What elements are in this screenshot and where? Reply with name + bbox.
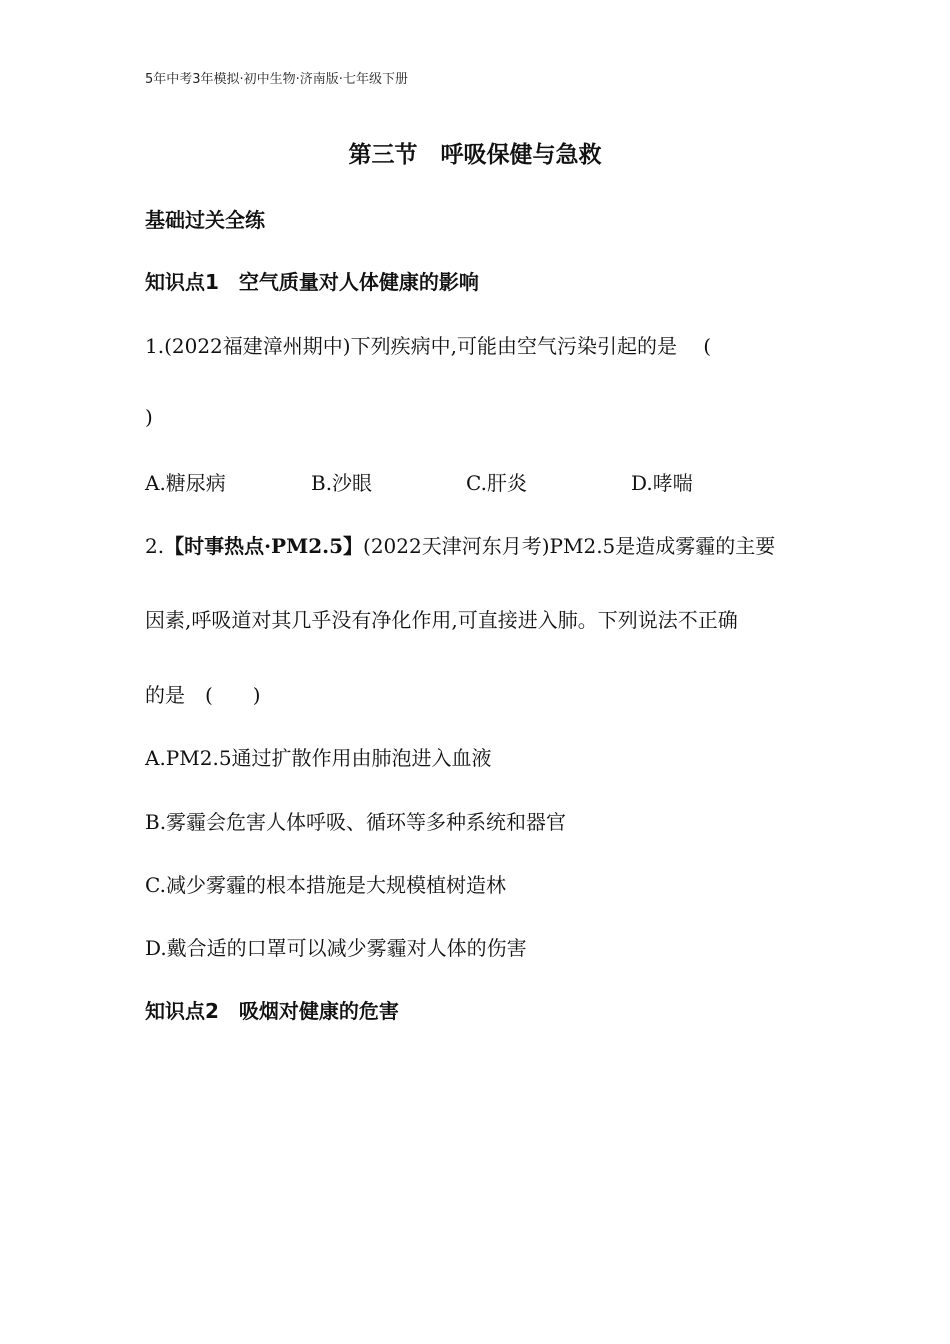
knowledge-point-1: 知识点1 空气质量对人体健康的影响 bbox=[145, 270, 479, 294]
q2-option-d: D.戴合适的口罩可以减少雾霾对人体的伤害 bbox=[145, 936, 527, 960]
q1-stem: 1.(2022福建漳州期中)下列疾病中,可能由空气污染引起的是 ( bbox=[145, 334, 712, 358]
q2-tag: 【时事热点·PM2.5】 bbox=[164, 534, 364, 558]
q2-stem-text: (2022天津河东月考)PM2.5是造成雾霾的主要 bbox=[363, 534, 776, 558]
q2-stem-line2: 因素,呼吸道对其几乎没有净化作用,可直接进入肺。下列说法不正确 bbox=[145, 608, 738, 632]
q2-option-a: A.PM2.5通过扩散作用由肺泡进入血液 bbox=[145, 746, 492, 770]
knowledge-point-2: 知识点2 吸烟对健康的危害 bbox=[145, 999, 399, 1023]
q1-stem-end: ) bbox=[145, 405, 153, 429]
section-title: 第三节 呼吸保健与急救 bbox=[348, 142, 602, 168]
q2-stem-line1 bbox=[145, 530, 775, 559]
exercise-heading: 基础过关全练 bbox=[145, 208, 265, 232]
q1-option-b: B.沙眼 bbox=[311, 471, 373, 495]
q2-stem-line3: 的是 ( ) bbox=[145, 683, 261, 707]
q2-number: 2. bbox=[145, 534, 165, 558]
q1-option-a: A.糖尿病 bbox=[145, 471, 226, 495]
q1-option-d: D.哮喘 bbox=[631, 471, 693, 495]
q2-option-b: B.雾霾会危害人体呼吸、循环等多种系统和器官 bbox=[145, 810, 567, 834]
q1-option-c: C.肝炎 bbox=[466, 471, 527, 495]
page-header: 5年中考3年模拟·初中生物·济南版·七年级下册 bbox=[145, 72, 408, 87]
q2-option-c: C.减少雾霾的根本措施是大规模植树造林 bbox=[145, 873, 506, 897]
